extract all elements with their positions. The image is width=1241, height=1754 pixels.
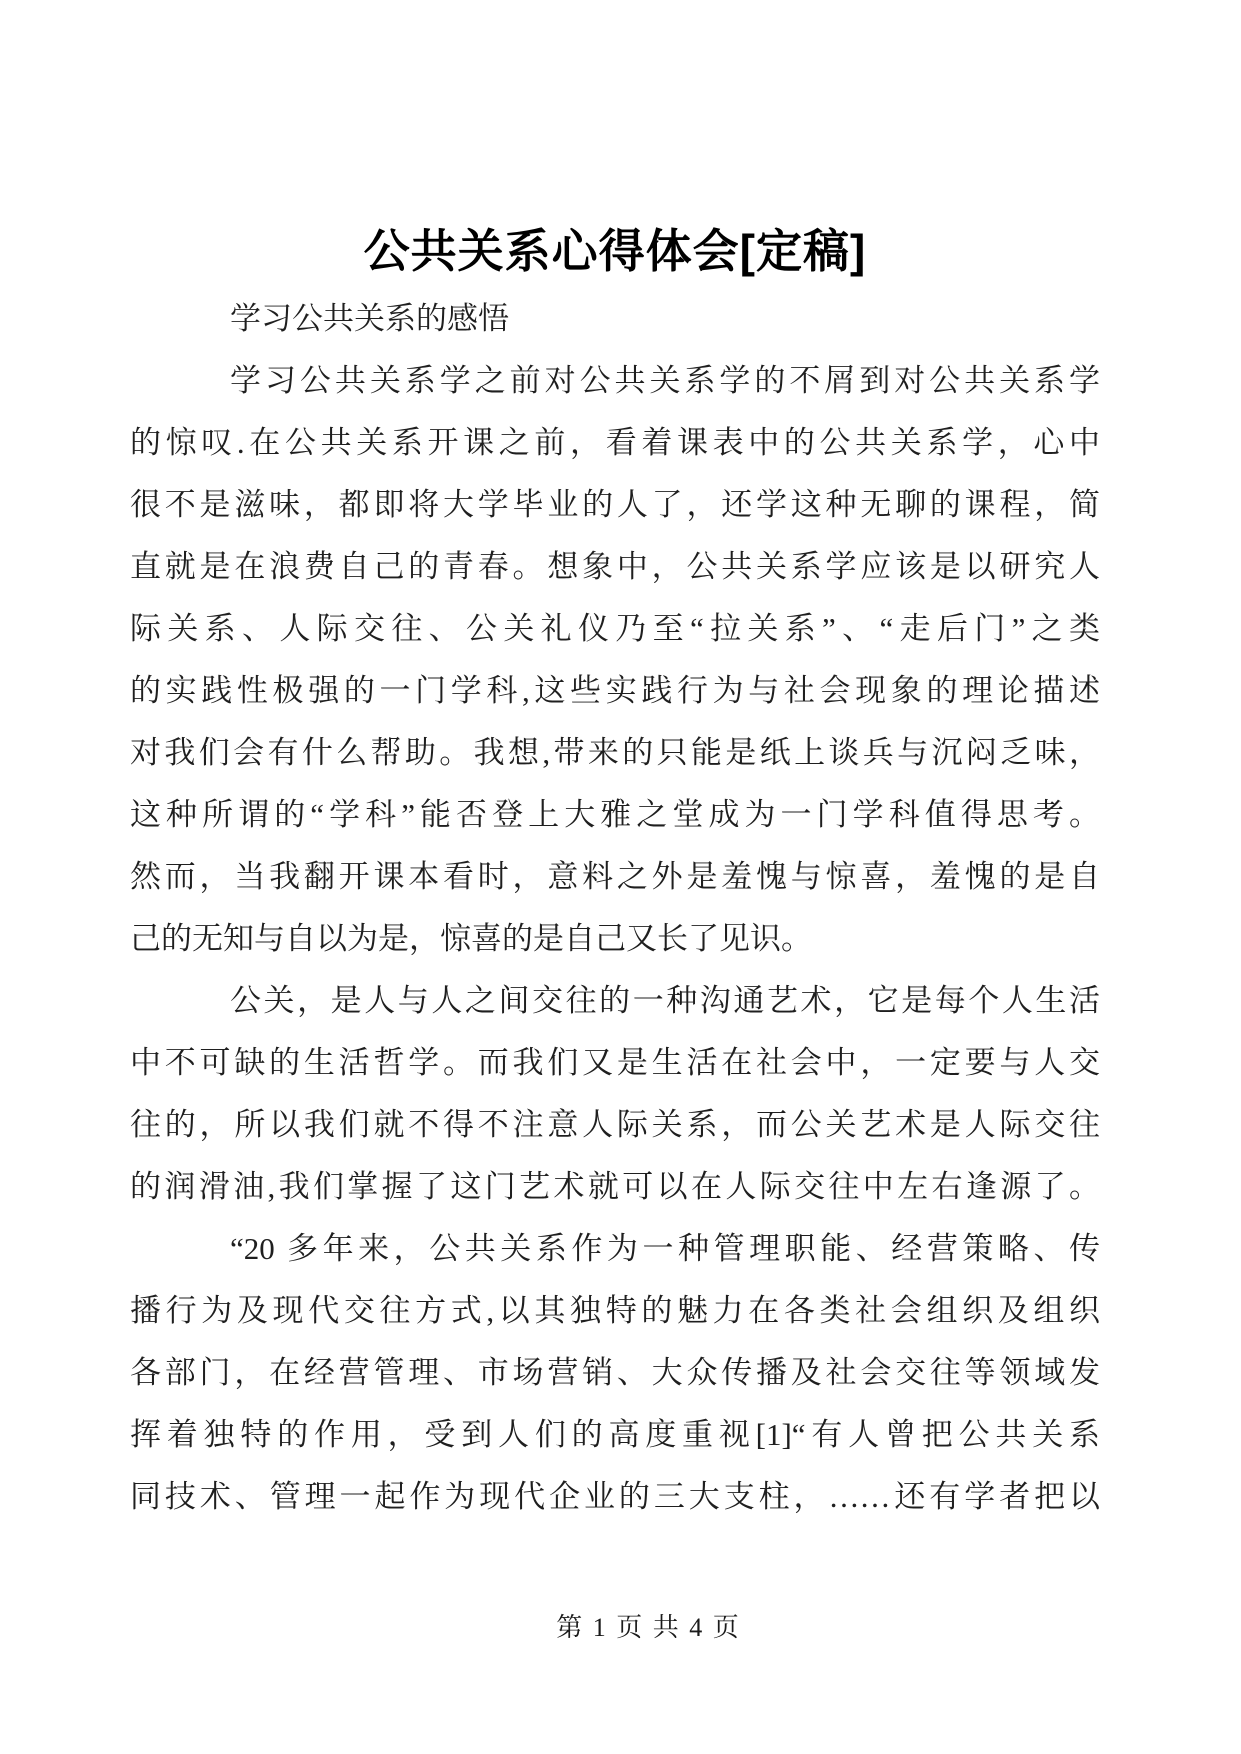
text-line: “20 多年来，公共关系作为一种管理职能、经营策略、传: [230, 1231, 1100, 1266]
paragraph-container: [130, 350, 1100, 1528]
page-number-label: 第 1 页 共 4 页: [556, 1613, 741, 1642]
text-line: 很不是滋味，都即将大学毕业的人了，还学这种无聊的课程，简: [130, 487, 1100, 522]
text-line: 直就是在浪费自己的青春。想象中，公共关系学应该是以研究人: [130, 549, 1100, 584]
text-line: 对我们会有什么帮助。我想,带来的只能是纸上谈兵与沉闷乏味，: [130, 735, 1100, 770]
text-line: 的实践性极强的一门学科,这些实践行为与社会现象的理论描述: [130, 673, 1100, 708]
text-line: 播行为及现代交往方式,以其独特的魅力在各类社会组织及组织: [130, 1293, 1100, 1328]
text-line: 这种所谓的“学科”能否登上大雅之堂成为一门学科值得思考。: [130, 797, 1100, 832]
document-subtitle: 学习公共关系的感悟: [230, 301, 509, 336]
document-body: [130, 288, 1100, 1528]
text-line: 己的无知与自以为是，惊喜的是自己又长了见识。: [130, 921, 812, 956]
paragraph: [130, 1218, 1100, 1528]
text-line: 公关，是人与人之间交往的一种沟通艺术，它是每个人生活: [230, 983, 1100, 1018]
text-line: 各部门，在经营管理、市场营销、大众传播及社会交往等领域发: [130, 1355, 1100, 1390]
paragraph: [130, 350, 1100, 970]
text-line: 往的，所以我们就不得不注意人际关系，而公关艺术是人际交往: [130, 1107, 1100, 1142]
text-line: 然而，当我翻开课本看时，意料之外是羞愧与惊喜，羞愧的是自: [130, 859, 1100, 894]
paragraph: [130, 970, 1100, 1218]
page-title: 公共关系心得体会[定稿]: [363, 225, 867, 277]
text-line: 际关系、人际交往、公关礼仪乃至“拉关系”、“走后门”之类: [130, 611, 1100, 646]
text-line: 的惊叹.在公共关系开课之前，看着课表中的公共关系学，心中: [130, 425, 1100, 460]
page-footer: [0, 1608, 1241, 1648]
text-line: 学习公共关系学之前对公共关系学的不屑到对公共关系学: [230, 363, 1100, 398]
document-content: [130, 0, 1100, 1528]
text-line: 挥着独特的作用，受到人们的高度重视[1]“有人曾把公共关系: [130, 1417, 1100, 1452]
text-line: 中不可缺的生活哲学。而我们又是生活在社会中，一定要与人交: [130, 1045, 1100, 1080]
text-line: 同技术、管理一起作为现代企业的三大支柱，……还有学者把以: [130, 1479, 1100, 1514]
text-line: 的润滑油,我们掌握了这门艺术就可以在人际交往中左右逢源了。: [130, 1169, 1100, 1204]
